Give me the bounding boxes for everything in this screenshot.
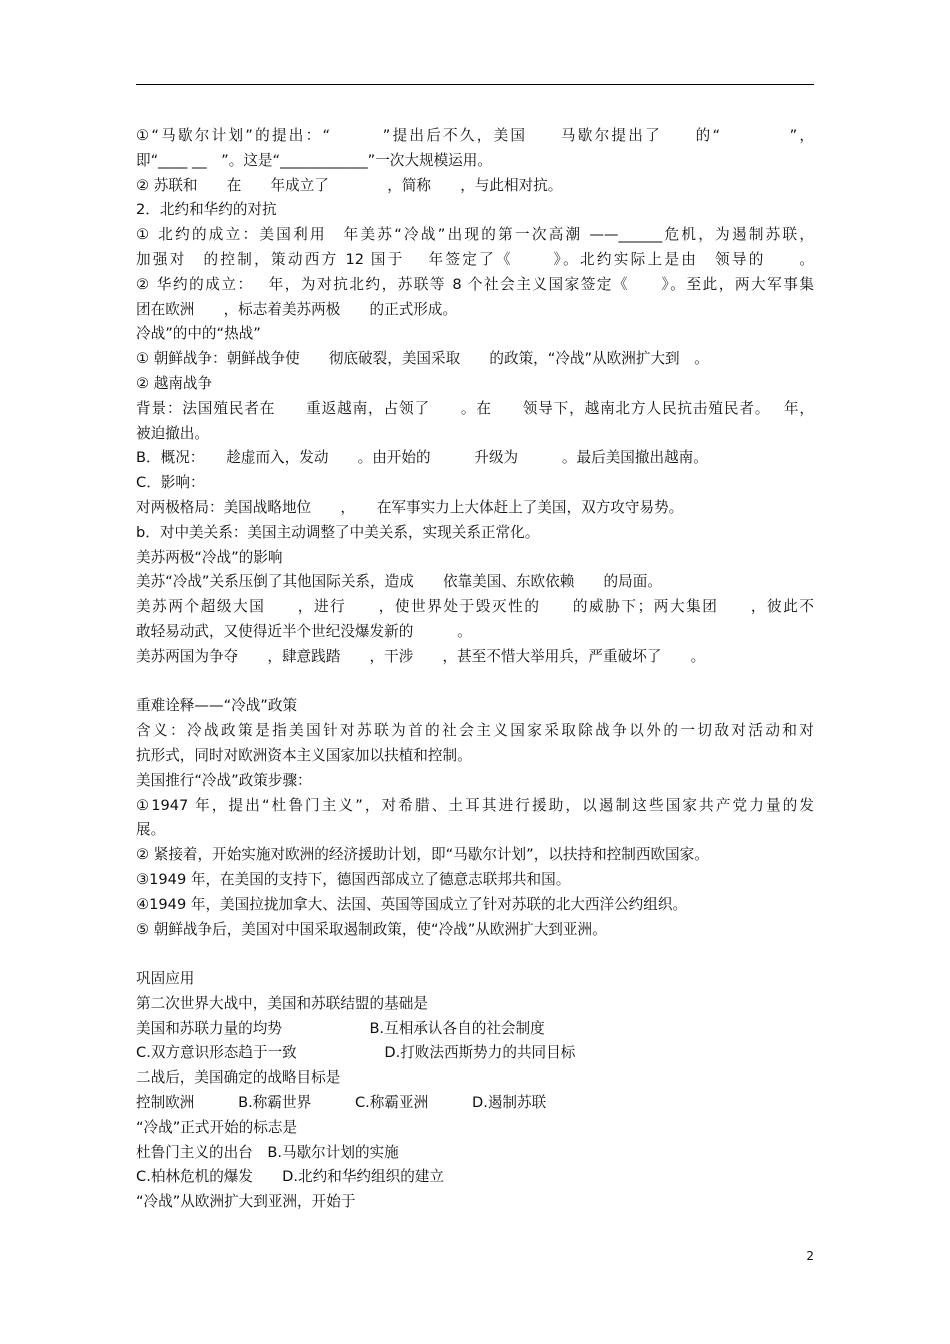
text-line: 冷战”的中的“热战”	[136, 325, 261, 343]
text-line: 展。	[136, 821, 166, 839]
text-line: ② 华约的成立： 年，为对抗北约，苏联等 8 个社会主义国家签定《 》。至此，两大军事集	[136, 275, 814, 293]
text-line: 对两极格局：美国战略地位 ， 在军事实力上大体赶上了美国，双方攻守易势。	[136, 498, 684, 516]
text-line: 杜鲁门主义的出台 B.马歇尔计划的实施	[136, 1143, 399, 1161]
text-line: 加强对 的控制，策动西方 12 国于 年签定了《 》。北约实际上是由 领导的 。	[136, 250, 814, 268]
text-line: 2．北约和华约的对抗	[136, 201, 277, 219]
text-line: b．对中美关系：美国主动调整了中美关系，实现关系正常化。	[136, 523, 540, 541]
blank-line	[136, 670, 814, 695]
text-line: C.柏林危机的爆发 D.北约和华约组织的建立	[136, 1168, 444, 1186]
text-line: 抗形式，同时对欧洲资本主义国家加以扶植和控制。	[136, 746, 472, 764]
text-line: ①1947 年，提出“杜鲁门主义”，对希腊、土耳其进行援助，以遏制这些国家共产党力量的发	[136, 796, 814, 814]
text-line: ③1949 年，在美国的支持下，德国西部成立了德意志联邦共和国。	[136, 870, 571, 888]
text-line: 敢轻易动武，又使得近半个世纪没爆发新的 。	[136, 622, 472, 640]
text-line: 美苏“冷战”关系压倒了其他国际关系，造成 依靠美国、东欧依赖 的局面。	[136, 573, 662, 591]
text-line: 二战后，美国确定的战略目标是	[136, 1069, 341, 1087]
text-line: ② 越南战争	[136, 374, 213, 392]
text-line: ① 朝鲜战争：朝鲜战争使 彻底破裂，美国采取 的政策，“冷战”从欧洲扩大到 。	[136, 350, 709, 368]
document-body	[136, 124, 814, 1215]
text-line: 美苏两极“冷战”的影响	[136, 548, 283, 566]
text-line: 美国推行“冷战”政策步骤：	[136, 771, 312, 789]
text-line: 背景：法国殖民者在 重返越南，占领了 。在 领导下，越南北方人民抗击殖民者。 年，	[136, 399, 814, 417]
text-line: 巩固应用	[136, 970, 195, 988]
text-line: C．影响：	[136, 474, 205, 492]
text-line: C.双方意识形态趋于一致 D.打败法西斯势力的共同目标	[136, 1044, 576, 1062]
page-number: 2	[806, 1249, 814, 1263]
text-line: 团在欧洲 ，标志着美苏两极 的正式形成。	[136, 300, 458, 318]
header-rule	[136, 84, 814, 85]
text-line: “冷战”正式开始的标志是	[136, 1118, 298, 1136]
text-line: ② 苏联和 在 年成立了 ，简称 ，与此相对抗。	[136, 176, 563, 194]
text-line: 美苏两国为争夺 ，肆意践踏 ，干涉 ，甚至不惜大举用兵，严重破坏了 。	[136, 647, 706, 665]
text-line: “冷战”从欧洲扩大到亚洲，开始于	[136, 1193, 356, 1211]
text-line: B．概况： 趁虚而入，发动 。由开始的 升级为 。最后美国撤出越南。	[136, 449, 708, 467]
text-line: 美国和苏联力量的均势 B.互相承认各自的社会制度	[136, 1019, 545, 1037]
text-line: 含义：冷战政策是指美国针对苏联为首的社会主义国家采取除战争以外的一切敌对活动和对	[136, 722, 814, 740]
text-line: 重难诠释——“冷战”政策	[136, 697, 298, 715]
text-line: 被迫撤出。	[136, 424, 209, 442]
text-line: 第二次世界大战中，美国和苏联结盟的基础是	[136, 994, 428, 1012]
text-line: 美苏两个超级大国 ，进行 ，使世界处于毁灭性的 的威胁下；两大集团 ，彼此不	[136, 598, 814, 616]
text-line: ② 紧接着，开始实施对欧洲的经济援助计划，即“马歇尔计划”，以扶持和控制西欧国家。	[136, 846, 709, 864]
text-line: ⑤ 朝鲜战争后，美国对中国采取遏制政策，使“冷战”从欧洲扩大到亚洲。	[136, 920, 607, 938]
text-line: ① 北约的成立：美国利用 年美苏“冷战”出现的第一次高潮 ——______危机，为遏制苏联，	[136, 226, 814, 244]
blank-line	[136, 942, 814, 967]
text-line: ④1949 年，美国拉拢加拿大、法国、英国等国成立了针对苏联的北大西洋公约组织。	[136, 895, 688, 913]
text-line: ①“马歇尔计划”的提出：“ ”提出后不久，美国 马歇尔提出了 的“ ”，	[136, 127, 814, 144]
text-line: 即“____ __ ”。这是“____________”一次大规模运用。	[136, 151, 492, 169]
text-line: 控制欧洲 B.称霸世界 C.称霸亚洲 D.遏制苏联	[136, 1094, 547, 1112]
